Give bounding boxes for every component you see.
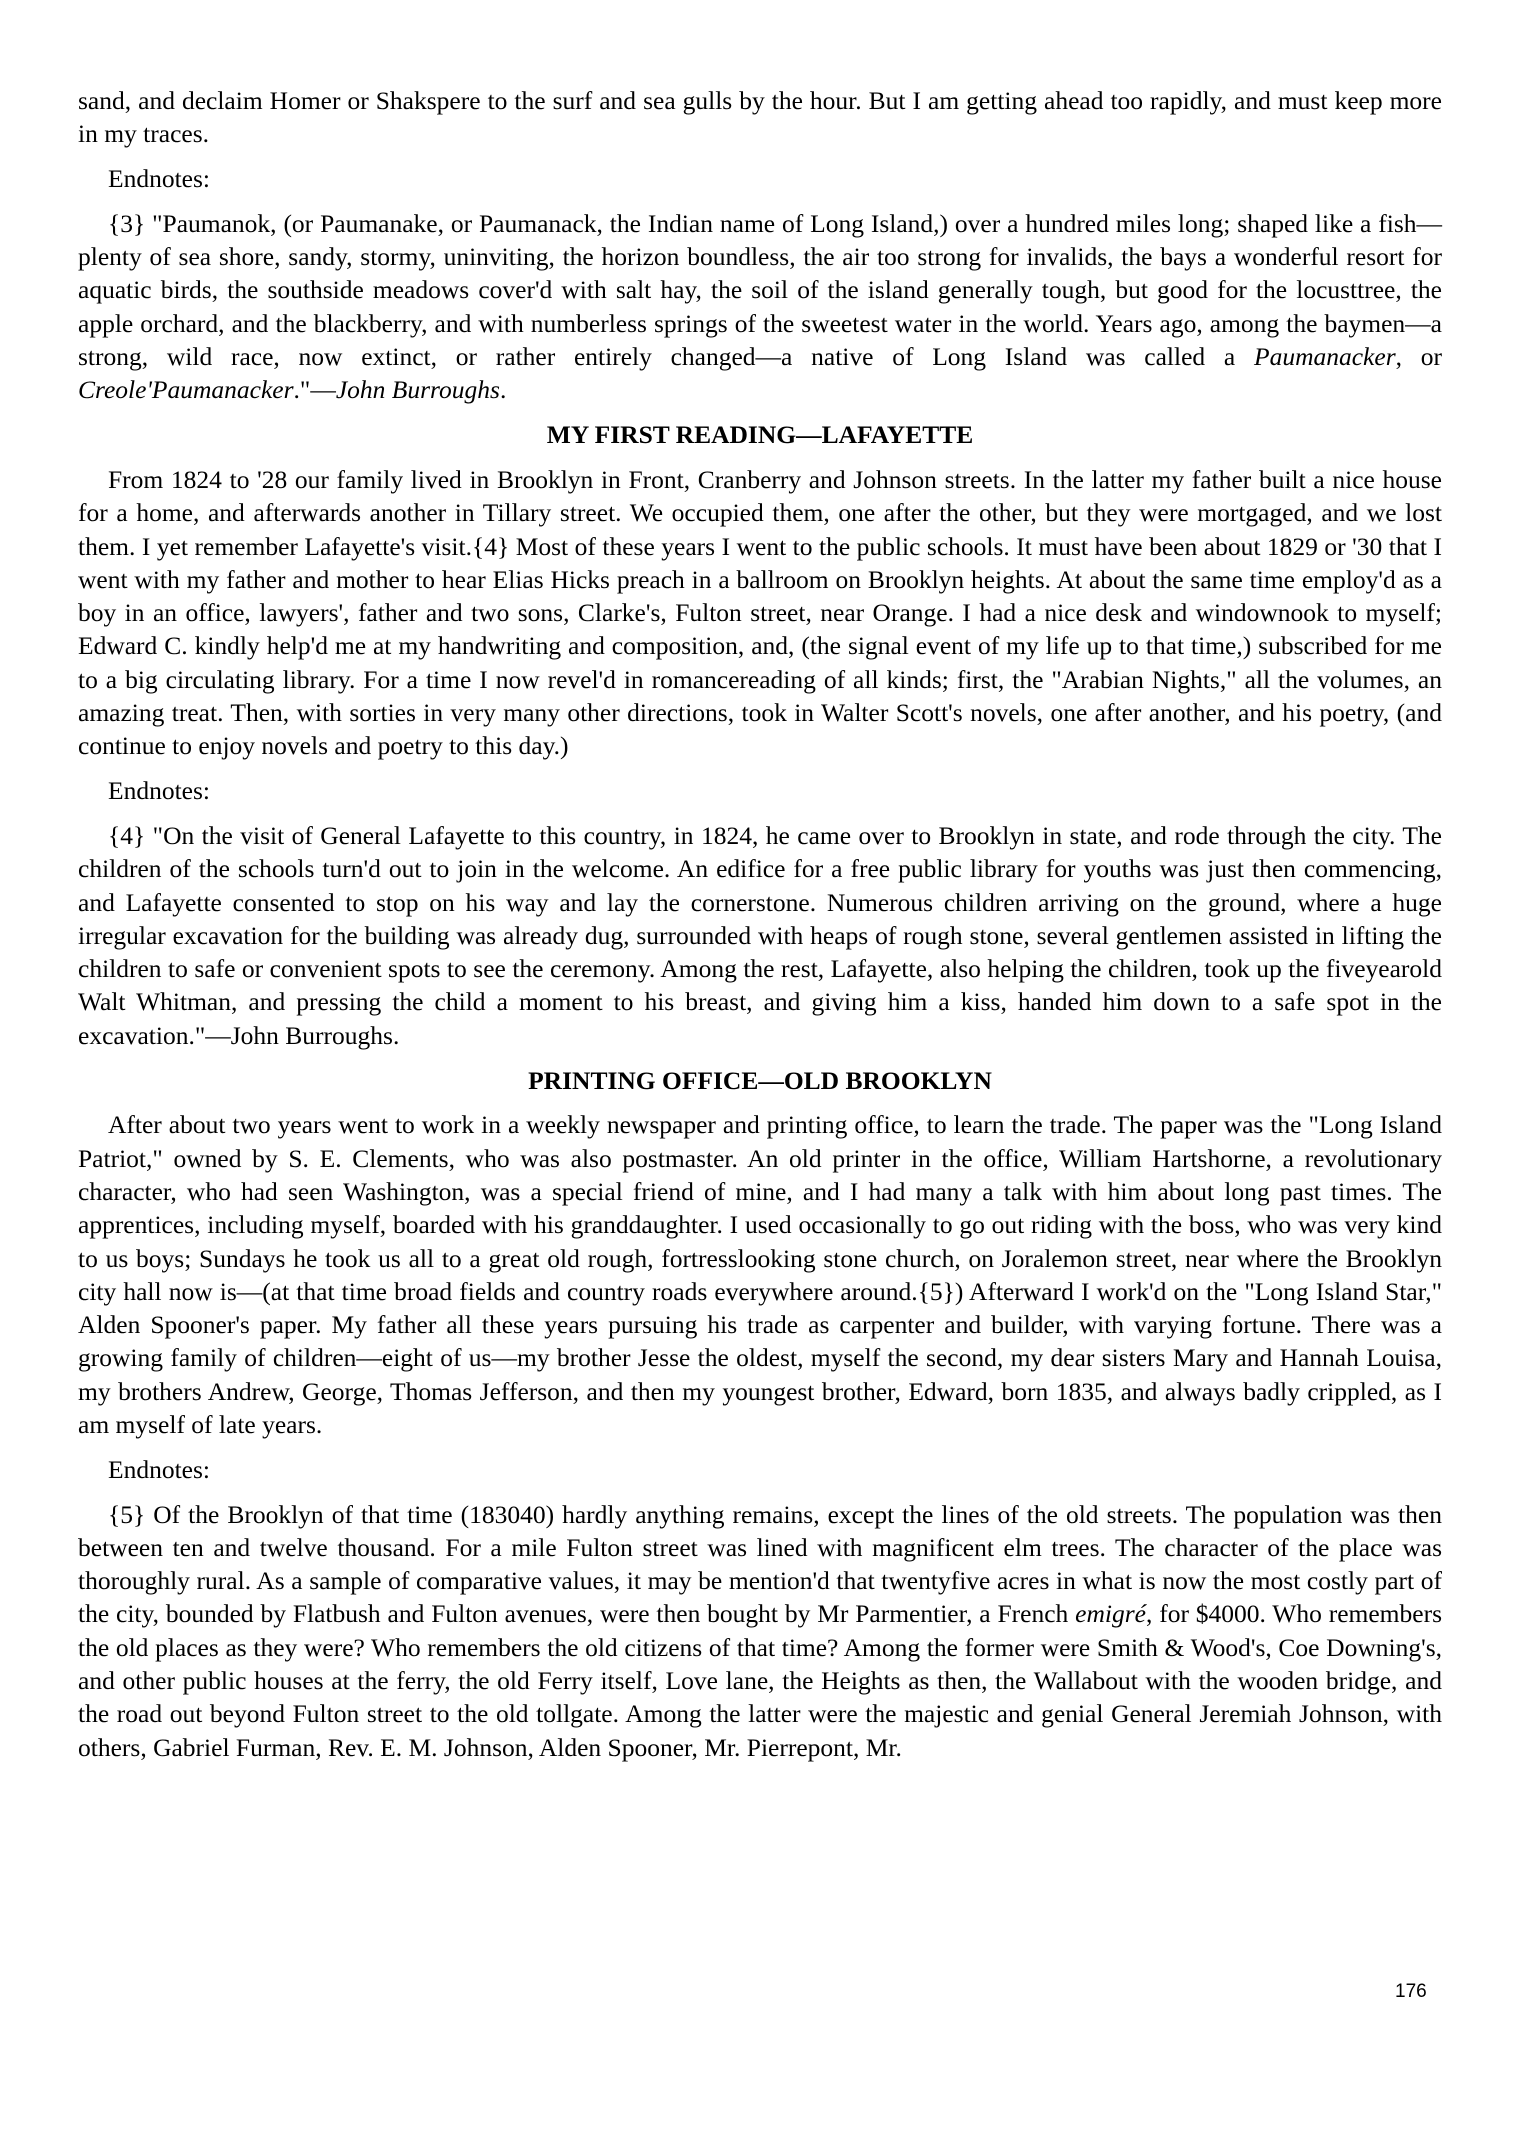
- page-number: 176: [1395, 1981, 1427, 2002]
- endnote-5: [78, 1498, 1442, 1764]
- endnote-5-text-a: {5} Of the Brooklyn of that time (183040) hardly anything remains, except the lines of the old streets. The population was then between ten and twelve thousand. For a mile Fulton street was lined with magnificent elm trees. The character of the place was thoroughly rural. As a sample of comparative values, it may be mention'd that twentyfive acres in what is now the most costly part of the city, bounded by Flatbush and Fulton avenues, were then bought by Mr Parmentier, a French: [78, 1499, 1442, 1629]
- endnotes-label-2: Endnotes:: [108, 776, 210, 806]
- endnote-3-text-a: {3} "Paumanok, (or Paumanake, or Paumanack, the Indian name of Long Island,) over a hundred miles long; shaped like a fish—plenty of sea shore, sandy, stormy, uninviting, the horizon boundless, the air too strong for invalids, the bays a wonderful resort for aquatic birds, the southside meadows cover'd with salt hay, the soil of the island generally tough, but good for the locusttree, the apple orchard, and the blackberry, and with numberless springs of the sweetest water in the world. Years ago, among the baymen—a strong, wild race, now extinct, or rather entirely changed—a native of Long Island was called a: [78, 208, 1442, 372]
- endnote-3-text-c: ."—: [293, 375, 336, 405]
- top-paragraph: sand, and declaim Homer or Shakspere to the surf and sea gulls by the hour. But I am getting ahead too rapidly, and must keep more in my traces.: [78, 86, 1442, 149]
- endnote-3-text-d: .: [499, 375, 507, 405]
- endnote-3-attribution: John Burroughs: [335, 375, 500, 405]
- endnotes-label-1: Endnotes:: [108, 164, 210, 194]
- endnotes-label-3: Endnotes:: [108, 1454, 210, 1484]
- endnote-5-term: emigré: [1075, 1599, 1146, 1629]
- endnote-3: [78, 207, 1442, 407]
- section-heading-first-reading: MY FIRST READING—LAFAYETTE: [546, 420, 974, 450]
- endnote-5-text-b: , for $4000. Who remembers the old places as they were? Who remembers the old citizens of that time? Among the former were Smith & Wood's, Coe Downing's, and other public houses at the ferry, the old Ferry itself, Love lane, the Heights as then, the Wallabout with the wooden bridge, and the road out beyond Fulton street to the old tollgate. Among the latter were the majestic and genial General Jeremiah Johnson, with others, Gabriel Furman, Rev. E. M. Johnson, Alden Spooner, Mr. Pierrepont, Mr.: [78, 1599, 1443, 1762]
- endnote-3-term-2: Creole'Paumanacker: [78, 375, 294, 405]
- endnote-3-term-1: Paumanacker: [1254, 342, 1396, 372]
- section-heading-printing-office: PRINTING OFFICE—OLD BROOKLYN: [528, 1065, 992, 1095]
- section-1-paragraph: From 1824 to '28 our family lived in Brooklyn in Front, Cranberry and Johnson streets. In the latter my father built a nice house for a home, and afterwards another in Tillary street. We occupied them, one after the other, but they were mortgaged, and we lost them. I yet remember Lafayette's visit.{4} Most of these years I went to the public schools. It must have been about 1829 or '30 that I went with my father and mother to hear Elias Hicks preach in a ballroom on Brooklyn heights. At about the same time employ'd as a boy in an office, lawyers', father and two sons, Clarke's, Fulton street, near Orange. I had a nice desk and windownook to myself; Edward C. kindly help'd me at my handwriting and composition, and, (the signal event of my life up to that time,) subscribed for me to a big circulating library. For a time I now revel'd in romancereading of all kinds; first, the "Arabian Nights," all the volumes, an amazing treat. Then, with sorties in very many other directions, took in Walter Scott's novels, one after another, and his poetry, (and continue to enjoy novels and poetry to this day.): [78, 464, 1442, 761]
- endnote-3-text-b: , or: [1395, 342, 1442, 372]
- endnote-4: {4} "On the visit of General Lafayette to this country, in 1824, he came over to Brooklyn in state, and rode through the city. The children of the schools turn'd out to join in the welcome. An edifice for a free public library for youths was just then commencing, and Lafayette consented to stop on his way and lay the cornerstone. Numerous children arriving on the ground, where a huge irregular excavation for the building was already dug, surrounded with heaps of rough stone, several gentlemen assisted in lifting the children to safe or convenient spots to see the ceremony. Among the rest, Lafayette, also helping the children, took up the fiveyearold Walt Whitman, and pressing the child a moment to his breast, and giving him a kiss, handed him down to a safe spot in the excavation."—John Burroughs.: [78, 820, 1442, 1050]
- section-2-paragraph: After about two years went to work in a weekly newspaper and printing office, to learn the trade. The paper was the "Long Island Patriot," owned by S. E. Clements, who was also postmaster. An old printer in the office, William Hartshorne, a revolutionary character, who had seen Washington, was a special friend of mine, and I had many a talk with him about long past times. The apprentices, including myself, boarded with his granddaughter. I used occasionally to go out riding with the boss, who was very kind to us boys; Sundays he took us all to a great old rough, fortresslooking stone church, on Joralemon street, near where the Brooklyn city hall now is—(at that time broad fields and country roads everywhere around.{5}) Afterward I work'd on the "Long Island Star," Alden Spooner's paper. My father all these years pursuing his trade as carpenter and builder, with varying fortune. There was a growing family of children—eight of us—my brother Jesse the oldest, myself the second, my dear sisters Mary and Hannah Louisa, my brothers Andrew, George, Thomas Jefferson, and then my youngest brother, Edward, born 1835, and always badly crippled, as I am myself of late years.: [78, 1110, 1442, 1439]
